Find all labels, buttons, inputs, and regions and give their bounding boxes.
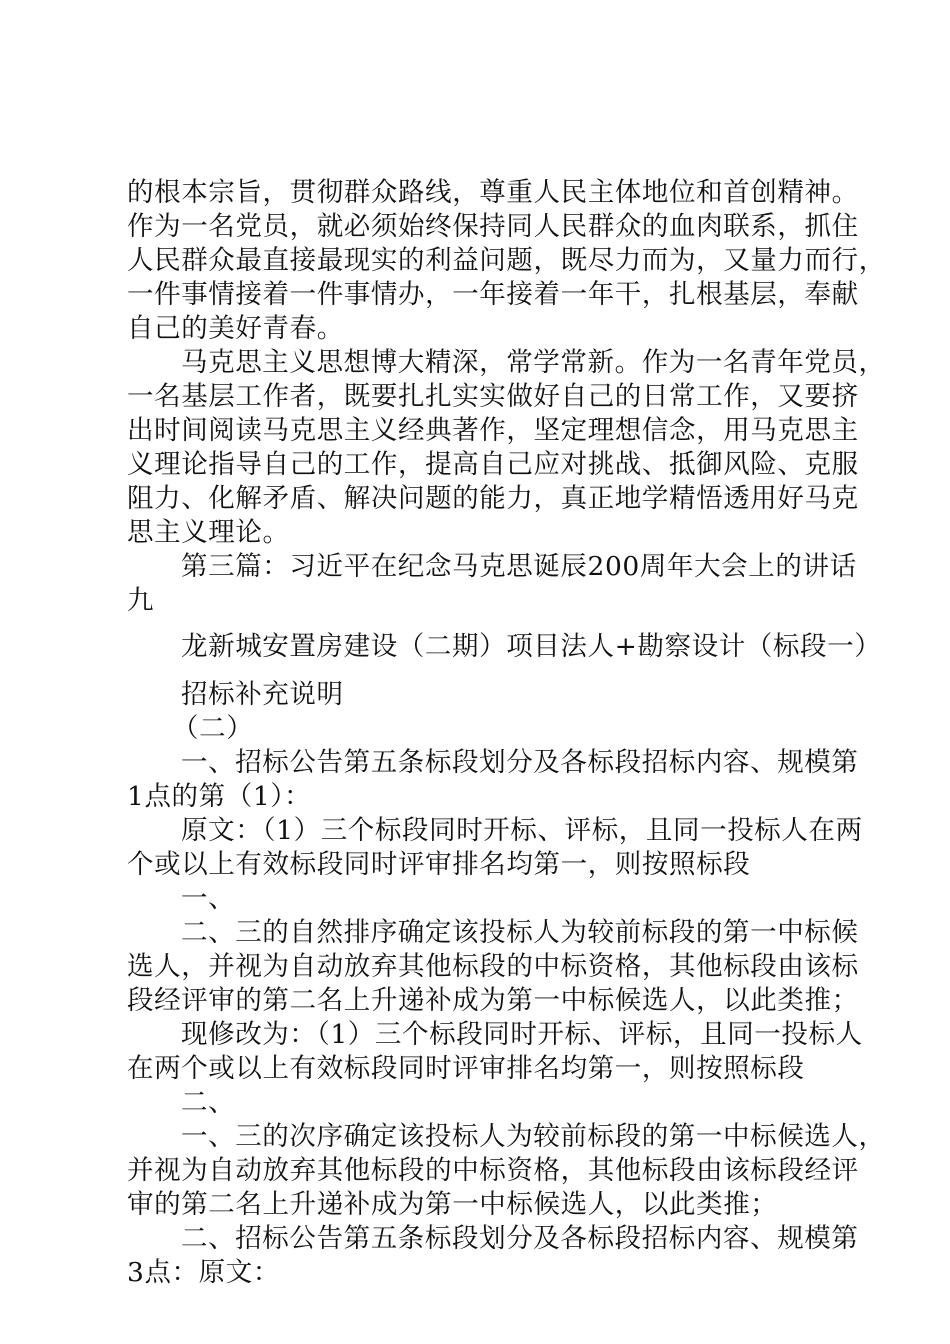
text-line: 作为一名党员，就必须始终保持同人民群众的血肉联系，抓住 — [127, 211, 859, 242]
section-heading: 第三篇：习近平在纪念马克思诞辰200周年大会上的讲话 — [181, 551, 857, 582]
text-line: 在两个或以上有效标段同时评审排名均第一，则按照标段 — [127, 1053, 805, 1084]
text-line: 人民群众最直接最现实的利益问题，既尽力而为，又量力而行， — [127, 245, 886, 276]
document-subtitle: 招标补充说明 — [181, 679, 344, 710]
text-line: 二、招标公告第五条标段划分及各标段招标内容、规模第 — [181, 1223, 859, 1254]
text-line: 并视为自动放弃其他标段的中标资格，其他标段由该标段经评 — [127, 1155, 859, 1186]
text-line: 的根本宗旨，贯彻群众路线，尊重人民主体地位和首创精神。 — [127, 177, 859, 208]
text-line: 一、三的次序确定该投标人为较前标段的第一中标候选人， — [181, 1121, 886, 1152]
text-line: 九 — [127, 585, 155, 616]
text-line: 一名基层工作者，既要扎扎实实做好自己的日常工作，又要挤 — [127, 381, 859, 412]
text-line: （二） — [172, 713, 254, 744]
text-line: 阻力、化解矛盾、解决问题的能力，真正地学精悟透用好马克 — [127, 483, 859, 514]
text-line: 义理论指导自己的工作，提高自己应对挑战、抵御风险、克服 — [127, 449, 859, 480]
text-line: 段经评审的第二名上升递补成为第一中标候选人，以此类推； — [127, 985, 859, 1016]
text-line: 思主义理论。 — [127, 517, 290, 548]
text-line: 选人，并视为自动放弃其他标段的中标资格，其他标段由该标 — [127, 951, 859, 982]
text-line: 一、招标公告第五条标段划分及各标段招标内容、规模第 — [181, 747, 859, 778]
text-line: 个或以上有效标段同时评审排名均第一，则按照标段 — [127, 849, 751, 880]
text-line: 原文：（1）三个标段同时开标、评标，且同一投标人在两 — [181, 815, 863, 846]
text-line: 现修改为：（1）三个标段同时开标、评标，且同一投标人 — [181, 1019, 863, 1050]
text-line: 二、 — [181, 1087, 236, 1118]
document-title: 龙新城安置房建设（二期）项目法人+勘察设计（标段一） — [181, 631, 882, 662]
text-line: 马克思主义思想博大精深，常学常新。作为一名青年党员， — [181, 347, 886, 378]
text-line: 出时间阅读马克思主义经典著作，坚定理想信念，用马克思主 — [127, 415, 859, 446]
text-line: 一件事情接着一件事情办，一年接着一年干，扎根基层，奉献 — [127, 279, 859, 310]
text-line: 1点的第（1）： — [127, 781, 312, 812]
text-line: 一、 — [181, 883, 236, 914]
text-line: 二、三的自然排序确定该投标人为较前标段的第一中标候 — [181, 917, 859, 948]
text-line: 审的第二名上升递补成为第一中标候选人，以此类推； — [127, 1189, 778, 1220]
text-line: 3点：原文： — [127, 1257, 280, 1288]
text-line: 自己的美好青春。 — [127, 313, 344, 344]
